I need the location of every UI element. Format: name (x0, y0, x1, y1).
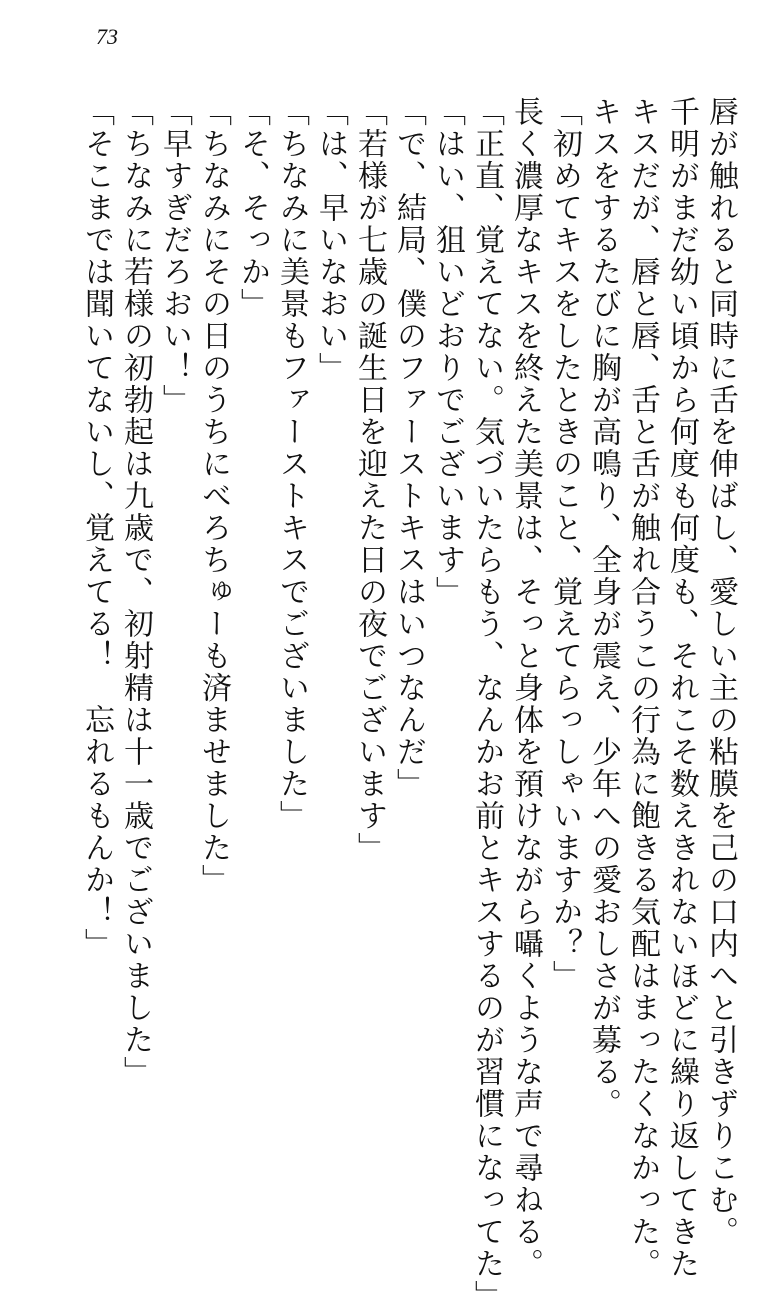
text-line: 「ちなみにその日のうちにべろちゅーも済ませました」 (196, 96, 231, 896)
text-line: 「そこまでは聞いてないし、覚えてる！ 忘れるもんか！」 (79, 96, 114, 960)
vertical-text-body (77, 96, 740, 1312)
text-line: 「はい、狙いどおりでございます」 (430, 96, 465, 608)
text-line: 「正直、覚えてない。気づいたらもう、なんかお前とキスするのが習慣になってた」 (469, 96, 504, 1312)
text-line: 「そ、そっか」 (235, 96, 270, 320)
text-line: 「ちなみに美景もファーストキスでございました」 (274, 96, 309, 832)
text-line: 唇が触れると同時に舌を伸ばし、愛しい主の粘膜を己の口内へと引きずりこむ。 (703, 96, 738, 1248)
text-line: 「は、早いなおい」 (313, 96, 348, 384)
text-line: 「早すぎだろおい！」 (157, 96, 192, 416)
text-line: 「ちなみに若様の初勃起は九歳で、初射精は十一歳でございました」 (118, 96, 153, 1088)
text-line: 「初めてキスをしたときのこと、覚えてらっしゃいますか？」 (547, 96, 582, 992)
page-number: 73 (96, 24, 118, 49)
text-line: 「若様が七歳の誕生日を迎えた日の夜でございます」 (352, 96, 387, 864)
text-line: キスをするたびに胸が高鳴り、全身が震え、少年への愛おしさが募る。 (586, 96, 621, 1120)
text-line: 「で、結局、僕のファーストキスはいつなんだ」 (391, 96, 426, 800)
text-line: キスだが、唇と唇、舌と舌が触れ合うこの行為に飽きる気配はまったくなかった。 (625, 96, 660, 1280)
text-line: 長く濃厚なキスを終えた美景は、そっと身体を預けながら囁くような声で尋ねる。 (508, 96, 543, 1280)
text-line: 千明がまだ幼い頃から何度も何度も、それこそ数えきれないほどに繰り返してきた (664, 96, 699, 1280)
